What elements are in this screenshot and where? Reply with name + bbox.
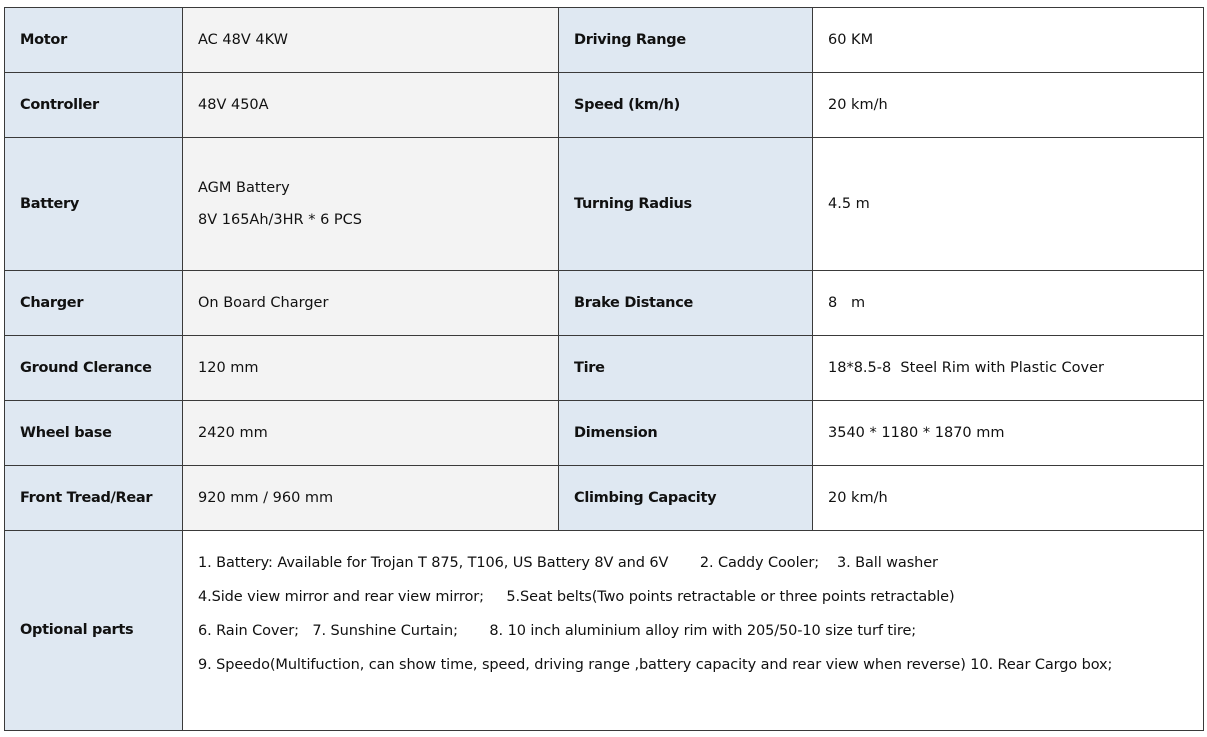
spec-label: Ground Clerance: [5, 336, 183, 401]
battery-value: [183, 138, 559, 271]
spec-value: 4.5 m: [813, 138, 1204, 271]
spec-label: Motor: [5, 8, 183, 73]
spec-label: Turning Radius: [559, 138, 813, 271]
spec-value: On Board Charger: [183, 271, 559, 336]
spec-value: 20 km/h: [813, 73, 1204, 138]
spec-value: 48V 450A: [183, 73, 559, 138]
spec-label: Front Tread/Rear: [5, 466, 183, 531]
optional-parts-label: Optional parts: [5, 531, 183, 731]
spec-value: 18*8.5-8 Steel Rim with Plastic Cover: [813, 336, 1204, 401]
table-row: [5, 138, 1204, 271]
optional-parts-list: [183, 531, 1204, 731]
battery-type: AGM Battery: [198, 179, 290, 196]
spec-label: Dimension: [559, 401, 813, 466]
optional-line: 4.Side view mirror and rear view mirror; 5.Seat belts(Two points retractable or three points retractable): [198, 589, 955, 605]
spec-label: Wheel base: [5, 401, 183, 466]
spec-label: Battery: [5, 138, 183, 271]
table-row: [5, 466, 1204, 531]
spec-label: Tire: [559, 336, 813, 401]
spec-label: Brake Distance: [559, 271, 813, 336]
spec-table: [4, 7, 1204, 731]
spec-value: 120 mm: [183, 336, 559, 401]
table-row: [5, 531, 1204, 731]
table-row: [5, 336, 1204, 401]
optional-line: 9. Speedo(Multifuction, can show time, speed, driving range ,battery capacity and rear view when reverse) 10. Rear Cargo box;: [198, 657, 1113, 673]
spec-label: Climbing Capacity: [559, 466, 813, 531]
spec-value: 920 mm / 960 mm: [183, 466, 559, 531]
table-row: [5, 8, 1204, 73]
spec-value: 2420 mm: [183, 401, 559, 466]
table-row: [5, 401, 1204, 466]
optional-line: 1. Battery: Available for Trojan T 875, T106, US Battery 8V and 6V 2. Caddy Cooler; 3. Ball washer: [198, 555, 938, 571]
spec-value: 20 km/h: [813, 466, 1204, 531]
optional-line: 6. Rain Cover; 7. Sunshine Curtain; 8. 10 inch aluminium alloy rim with 205/50-10 size turf tire;: [198, 623, 917, 639]
spec-label: Charger: [5, 271, 183, 336]
spec-value: 8 m: [813, 271, 1204, 336]
table-row: [5, 271, 1204, 336]
spec-value: 3540 * 1180 * 1870 mm: [813, 401, 1204, 466]
spec-value: 60 KM: [813, 8, 1204, 73]
spec-label: Driving Range: [559, 8, 813, 73]
battery-spec: 8V 165Ah/3HR * 6 PCS: [198, 212, 363, 228]
spec-value: AC 48V 4KW: [183, 8, 559, 73]
spec-label: Controller: [5, 73, 183, 138]
table-row: [5, 73, 1204, 138]
spec-label: Speed (km/h): [559, 73, 813, 138]
